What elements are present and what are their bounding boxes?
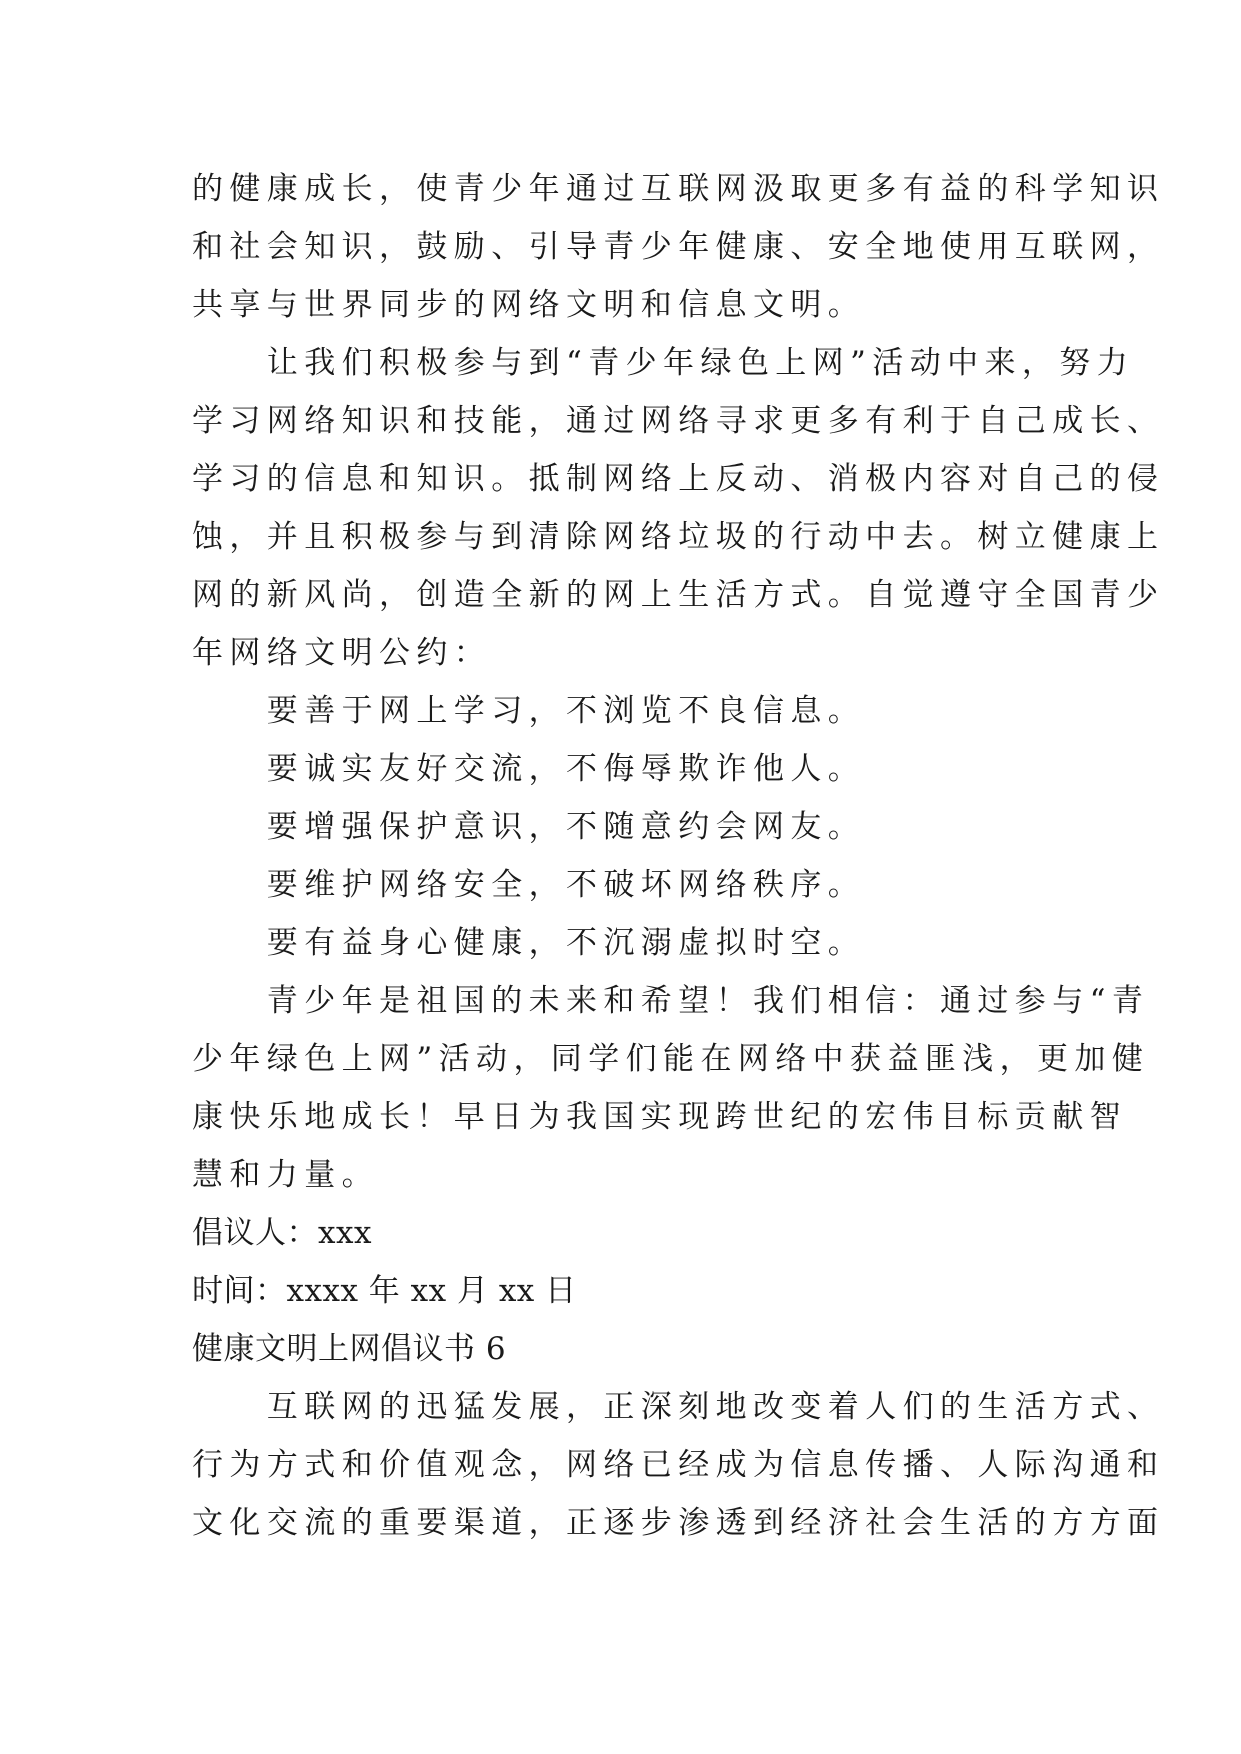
text-line: 慧和力量。 [192,1157,379,1193]
text-line: 年网络文明公约： [192,635,492,671]
text-line: 青少年是祖国的未来和希望！我们相信：通过参与“青 [192,983,1150,1019]
text-line: 让我们积极参与到“青少年绿色上网”活动中来，努力 [192,345,1135,381]
text-line: 共享与世界同步的网络文明和信息文明。 [192,287,866,323]
convention-item: 要有益身心健康，不沉溺虚拟时空。 [192,925,866,961]
convention-item: 要诚实友好交流，不侮辱欺诈他人。 [192,751,866,787]
text-line: 蚀，并且积极参与到清除网络垃圾的行动中去。树立健康上 [192,519,1165,555]
text-line: 学习的信息和知识。抵制网络上反动、消极内容对自己的侵 [192,461,1165,497]
initiator-line: 倡议人：xxx [192,1215,372,1251]
date-line: 时间：xxxx 年 xx 月 xx 日 [192,1273,577,1309]
text-line: 行为方式和价值观念，网络已经成为信息传播、人际沟通和 [192,1447,1165,1483]
text-line: 学习网络知识和技能，通过网络寻求更多有利于自己成长、 [192,403,1165,439]
convention-item: 要善于网上学习，不浏览不良信息。 [192,693,866,729]
text-line: 康快乐地成长！早日为我国实现跨世纪的宏伟目标贡献智 [192,1099,1127,1135]
convention-item: 要增强保护意识，不随意约会网友。 [192,809,866,845]
convention-item: 要维护网络安全，不破坏网络秩序。 [192,867,866,903]
section-title: 健康文明上网倡议书 6 [192,1331,507,1367]
text-line: 少年绿色上网”活动，同学们能在网络中获益匪浅，更加健 [192,1041,1150,1077]
text-line: 的健康成长，使青少年通过互联网汲取更多有益的科学知识 [192,171,1165,207]
text-line: 文化交流的重要渠道，正逐步渗透到经济社会生活的方方面 [192,1505,1165,1541]
text-line: 互联网的迅猛发展，正深刻地改变着人们的生活方式、 [192,1389,1165,1425]
text-line: 和社会知识，鼓励、引导青少年健康、安全地使用互联网， [192,229,1165,265]
text-line: 网的新风尚，创造全新的网上生活方式。自觉遵守全国青少 [192,577,1165,613]
